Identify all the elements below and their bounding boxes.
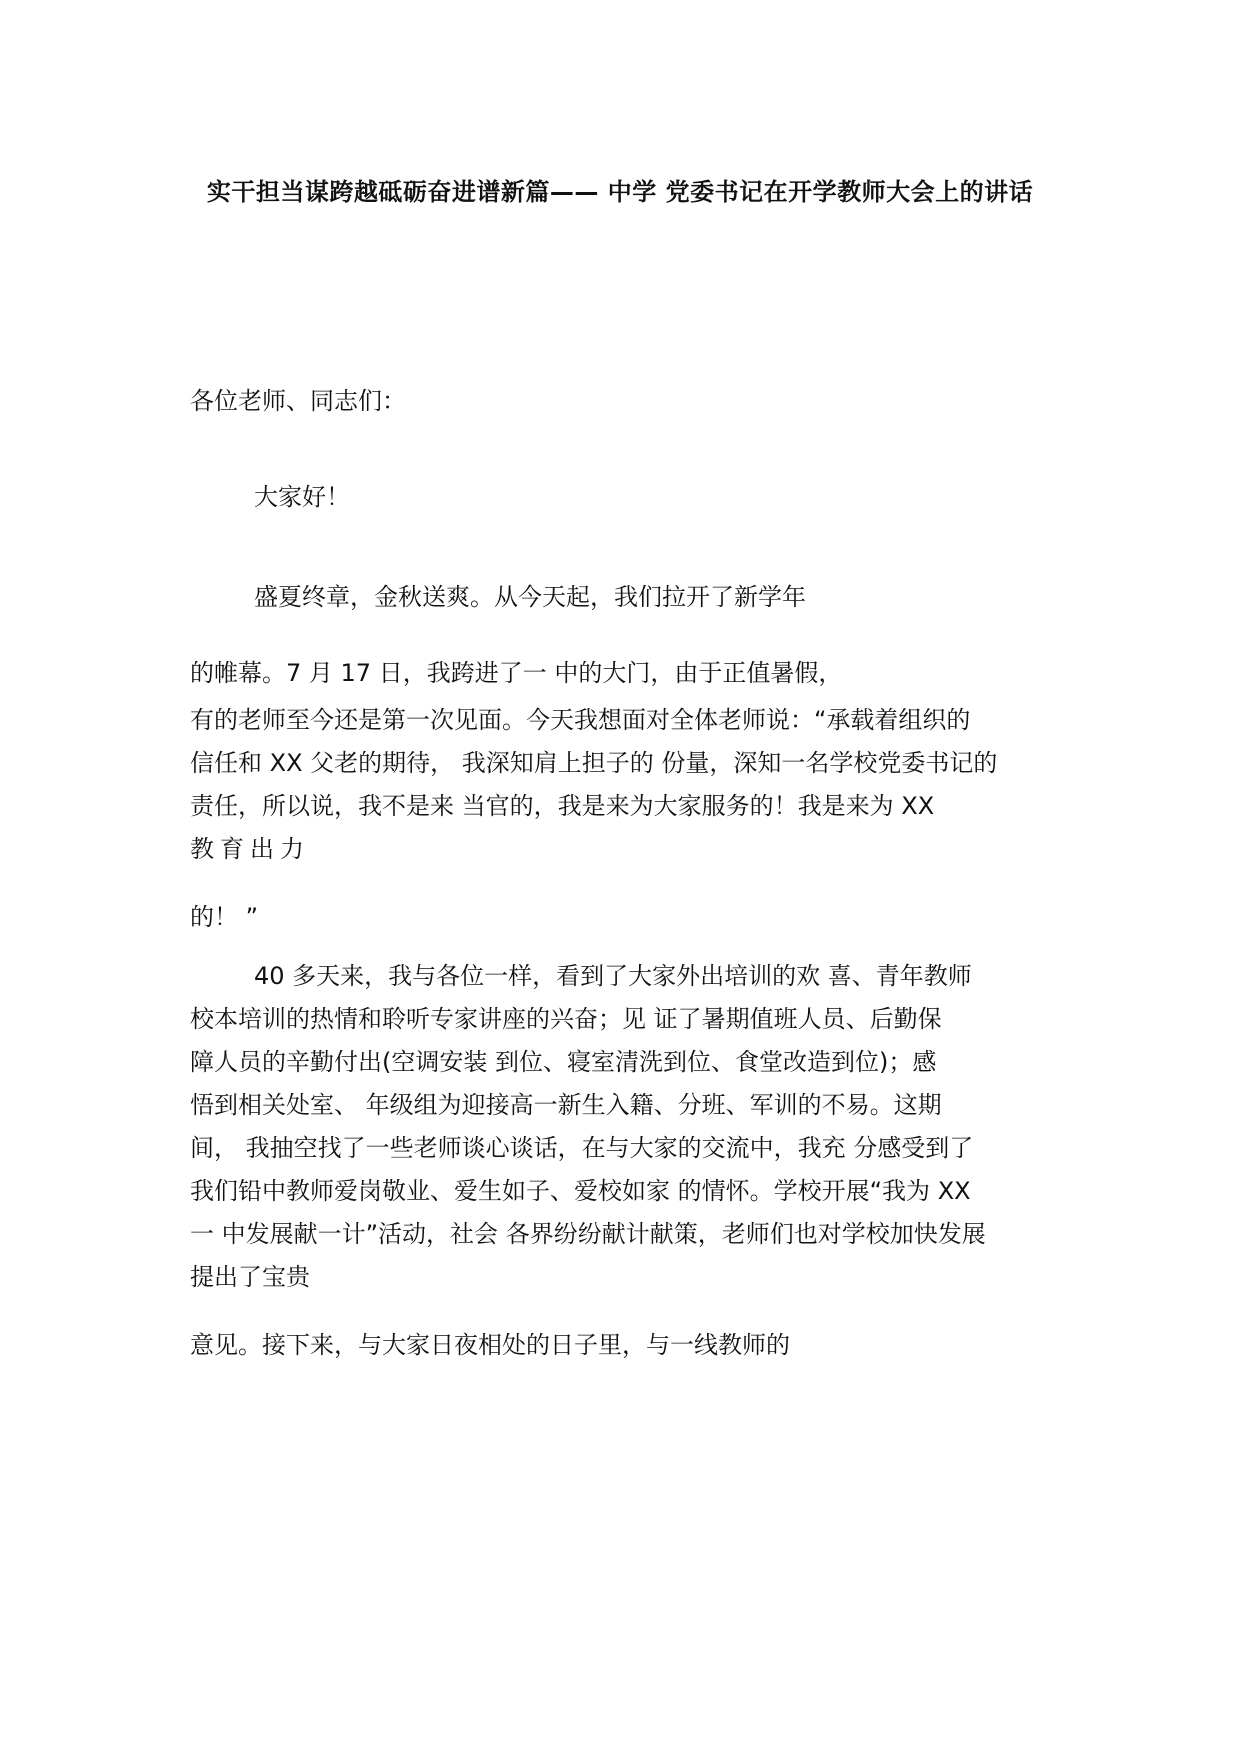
paragraph-3-line: 障人员的辛勤付出(空调安装 到位、寝室清洗到位、食堂改造到位)；感: [190, 1048, 937, 1076]
paragraph-3: [190, 955, 1070, 1299]
salutation: 各位老师、同志们：: [190, 387, 406, 415]
paragraph-2-end: 的！ ”: [190, 903, 259, 931]
paragraph-2-line: 有的老师至今还是第一次见面。今天我想面对全体老师说：“承载着组织的: [190, 706, 971, 734]
paragraph-1-line-2: 的帷幕。7 月 17 日，我跨进了一 中的大门，由于正值暑假，: [190, 659, 843, 687]
paragraph-3-line: 我们铅中教师爱岗敬业、爱生如子、爱校如家 的情怀。学校开展“我为 XX: [190, 1177, 971, 1205]
document-title: 实干担当谋跨越砥砺奋进谱新篇—— 中学 党委书记在开学教师大会上的讲话: [206, 178, 1034, 206]
paragraph-3-line: 悟到相关处室、 年级组为迎接高一新生入籍、分班、军训的不易。这期: [190, 1091, 942, 1119]
paragraph-2-line: 教育出力: [190, 835, 310, 863]
paragraph-2: [190, 699, 1070, 871]
paragraph-3-line: 校本培训的热情和聆听专家讲座的兴奋；见 证了暑期值班人员、后勤保: [190, 1005, 942, 1033]
paragraph-3-line: 一 中发展献一计”活动，社会 各界纷纷献计献策，老师们也对学校加快发展: [190, 1220, 986, 1248]
paragraph-1-line-1: 盛夏终章，金秋送爽。从今天起，我们拉开了新学年: [254, 583, 806, 611]
paragraph-2-line: 信任和 XX 父老的期待， 我深知肩上担子的 份量，深知一名学校党委书记的: [190, 749, 998, 777]
paragraph-2-line: 责任，所以说，我不是来 当官的，我是来为大家服务的！我是来为 XX: [190, 792, 935, 820]
paragraph-3-line: 40 多天来，我与各位一样，看到了大家外出培训的欢 喜、青年教师: [254, 962, 972, 990]
greeting: 大家好！: [254, 483, 350, 511]
paragraph-4-line-1: 意见。接下来，与大家日夜相处的日子里，与一线教师的: [190, 1331, 790, 1359]
paragraph-3-line: 提出了宝贵: [190, 1263, 310, 1291]
paragraph-3-line: 间， 我抽空找了一些老师谈心谈话，在与大家的交流中，我充 分感受到了: [190, 1134, 974, 1162]
